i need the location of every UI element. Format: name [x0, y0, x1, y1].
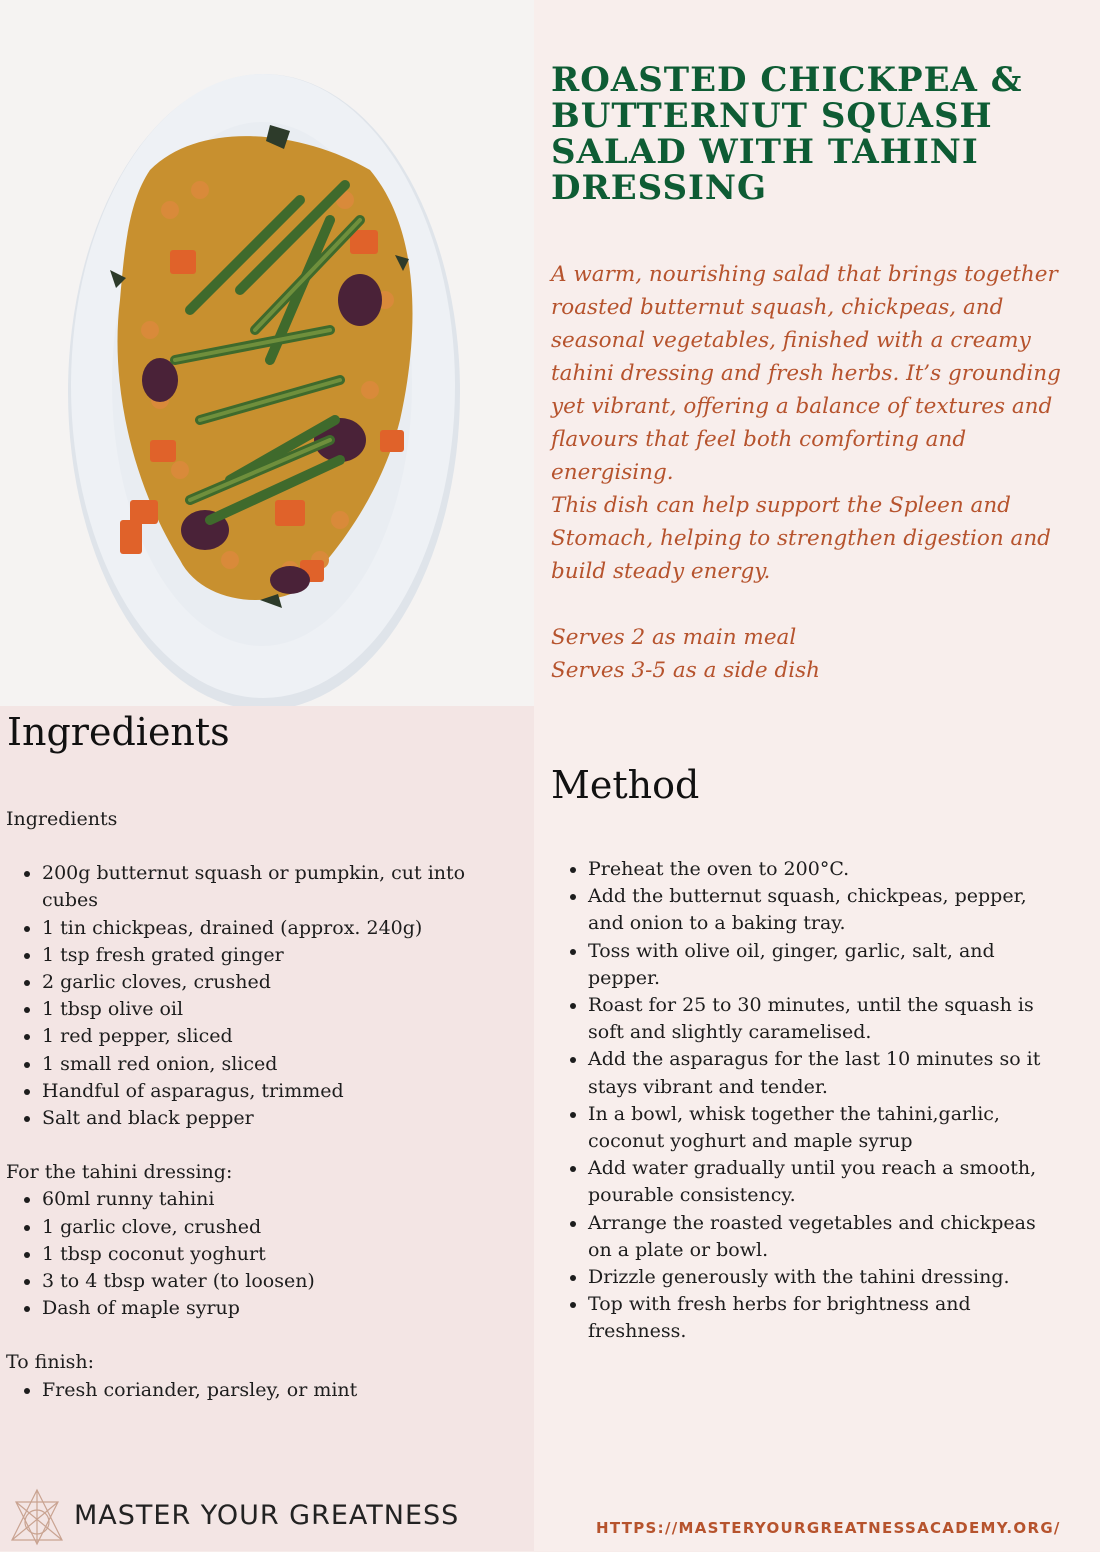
ingredients-subheading: Ingredients [6, 808, 118, 830]
dressing-list [6, 1186, 521, 1322]
website-link[interactable]: HTTPS://MASTERYOURGREATNESSACADEMY.ORG/ [596, 1519, 1061, 1537]
list-item: • 1 tsp fresh grated ginger [42, 942, 521, 969]
method-step: • Drizzle generously with the tahini dressing. [588, 1264, 1052, 1291]
method-step: • Preheat the oven to 200°C. [588, 856, 1052, 883]
method-step: • Toss with olive oil, ginger, garlic, salt, and pepper. [588, 938, 1052, 992]
list-item: • Fresh coriander, parsley, or mint [42, 1377, 521, 1404]
list-item: • Dash of maple syrup [42, 1295, 521, 1322]
list-item: • 1 tbsp coconut yoghurt [42, 1241, 521, 1268]
main-ingredients-list [6, 860, 521, 1132]
serves-line: Serves 3-5 as a side dish [551, 658, 821, 683]
list-item: • Handful of asparagus, trimmed [42, 1078, 521, 1105]
finish-label: To finish: [6, 1351, 95, 1374]
list-item: • 1 tbsp olive oil [42, 996, 521, 1023]
list-item: • 1 small red onion, sliced [42, 1051, 521, 1078]
salad-plate-illustration [0, 0, 534, 706]
list-item: • 3 to 4 tbsp water (to loosen) [42, 1268, 521, 1295]
intro-paragraph: This dish can help support the Spleen and Stomach, helping to strengthen digestion and build steady energy. [551, 493, 1051, 584]
list-item: • Salt and black pepper [42, 1105, 521, 1132]
list-item: • 1 red pepper, sliced [42, 1023, 521, 1050]
brand-name: MASTER YOUR GREATNESS [74, 1500, 460, 1531]
method-step: • Add the butternut squash, chickpeas, pepper, and onion to a baking tray. [588, 883, 1052, 937]
method-heading: Method [551, 763, 700, 807]
ingredients-section [6, 806, 521, 1404]
method-step: • Add the asparagus for the last 10 minutes so it stays vibrant and tender. [588, 1046, 1052, 1100]
salad-photo [0, 0, 534, 706]
intro-paragraph: A warm, nourishing salad that brings together roasted butternut squash, chickpeas, and seasonal vegetables, finished with a creamy tahini dressing and fresh herbs. It’s grounding yet vibrant, offering a balance of textures and flavours that feel both comforting and energising. [551, 262, 1061, 485]
recipe-intro [551, 258, 1086, 588]
brand-logo-icon [8, 1486, 66, 1552]
method-step: • Top with fresh herbs for brightness and freshness. [588, 1291, 1052, 1345]
method-steps-list [552, 856, 1052, 1346]
method-section [552, 856, 1052, 1346]
list-item: • 1 tin chickpeas, drained (approx. 240g) [42, 915, 521, 942]
method-step: • Roast for 25 to 30 minutes, until the squash is soft and slightly caramelised. [588, 992, 1052, 1046]
method-step: • In a bowl, whisk together the tahini,garlic, coconut yoghurt and maple syrup [588, 1101, 1052, 1155]
recipe-title: ROASTED CHICKPEA & BUTTERNUT SQUASH SALAD WITH TAHINI DRESSING [551, 60, 1023, 208]
list-item: • 2 garlic cloves, crushed [42, 969, 521, 996]
list-item: • 1 garlic clove, crushed [42, 1214, 521, 1241]
finish-list [6, 1377, 521, 1404]
method-step: • Arrange the roasted vegetables and chickpeas on a plate or bowl. [588, 1210, 1052, 1264]
list-item: • 200g butternut squash or pumpkin, cut into cubes [42, 860, 521, 914]
dressing-label: For the tahini dressing: [6, 1161, 233, 1184]
ingredients-heading: Ingredients [7, 710, 230, 754]
serves-info [551, 621, 1086, 687]
list-item: • 60ml runny tahini [42, 1186, 521, 1213]
method-step: • Add water gradually until you reach a smooth, pourable consistency. [588, 1155, 1052, 1209]
serves-line: Serves 2 as main meal [551, 625, 797, 650]
